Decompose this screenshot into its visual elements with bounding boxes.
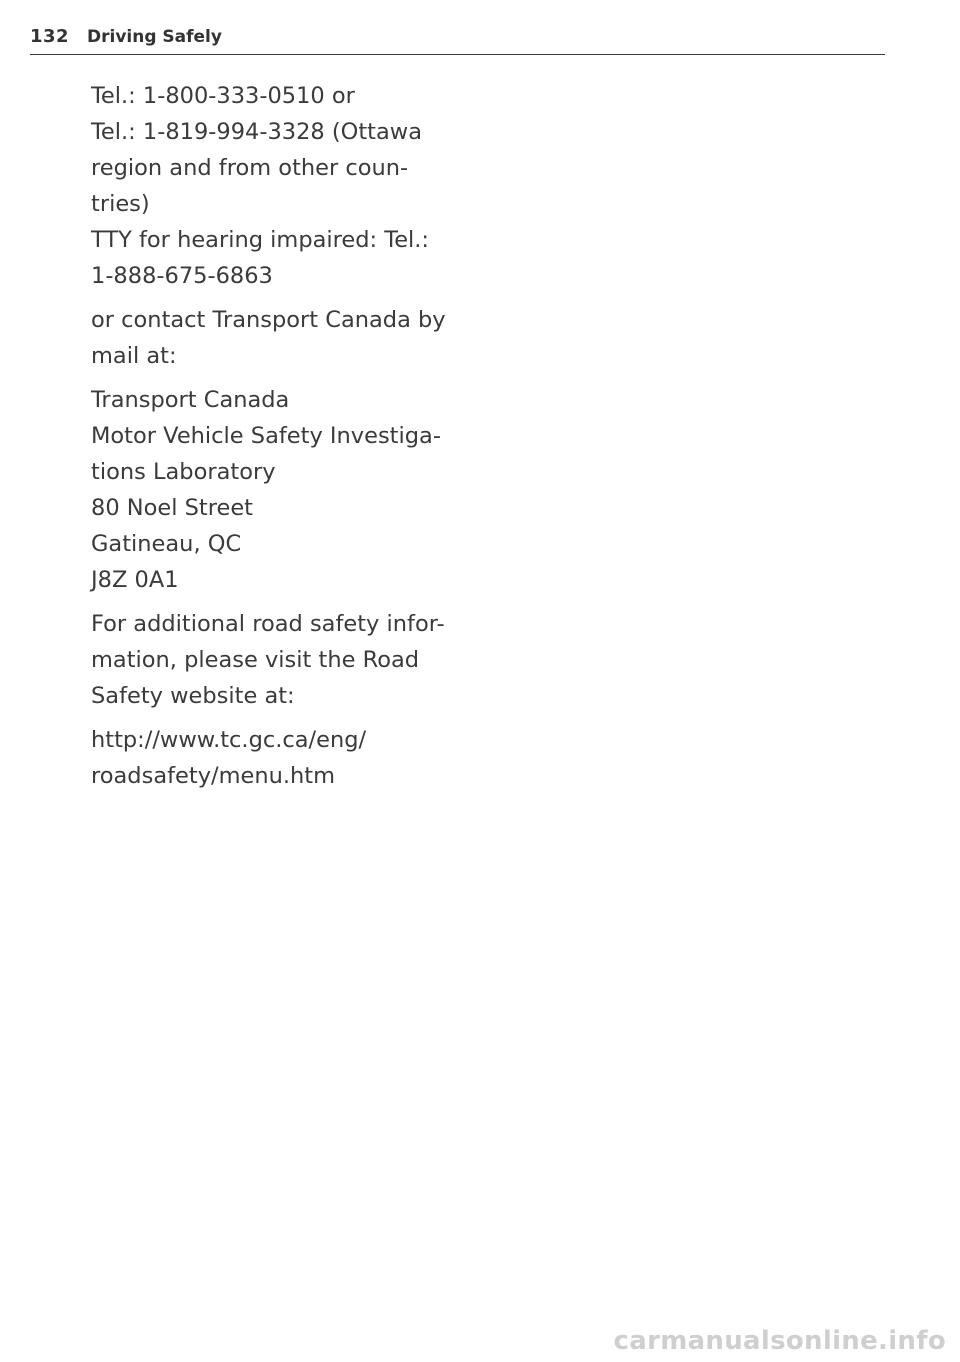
text-line: or contact Transport Canada by — [91, 307, 446, 333]
text-line: Tel.: 1-800-333-0510 or — [91, 83, 355, 109]
text-line: TTY for hearing impaired: Tel.: — [91, 227, 430, 253]
text-line: region and from other coun- — [91, 155, 409, 181]
text-line: Tel.: 1-819-994-3328 (Ottawa — [91, 119, 422, 145]
mail-intro-paragraph — [91, 302, 491, 374]
address-line: Gatineau, QC — [91, 531, 242, 557]
address-line: 80 Noel Street — [91, 495, 253, 521]
page-number: 132 — [30, 26, 70, 47]
section-title: Driving Safely — [87, 27, 222, 47]
page-header — [30, 26, 885, 55]
address-line: Motor Vehicle Safety Investiga- — [91, 423, 441, 449]
address-line: tions Laboratory — [91, 459, 276, 485]
text-line: mation, please visit the Road — [91, 647, 420, 673]
road-safety-paragraph — [91, 606, 491, 714]
contact-phone-paragraph — [91, 78, 491, 294]
url-line: roadsafety/menu.htm — [91, 763, 336, 789]
text-line: Safety website at: — [91, 683, 295, 709]
text-line: 1-888-675-6863 — [91, 263, 273, 289]
address-line: Transport Canada — [91, 387, 290, 413]
text-line: mail at: — [91, 343, 177, 369]
website-url — [91, 722, 491, 794]
address-line: J8Z 0A1 — [91, 567, 179, 593]
mailing-address — [91, 382, 491, 598]
text-line: tries) — [91, 191, 150, 217]
page-content — [91, 78, 491, 802]
url-line: http://www.tc.gc.ca/eng/ — [91, 727, 367, 753]
watermark: carmanualsonline.info — [613, 1326, 946, 1356]
text-line: For additional road safety infor- — [91, 611, 445, 637]
